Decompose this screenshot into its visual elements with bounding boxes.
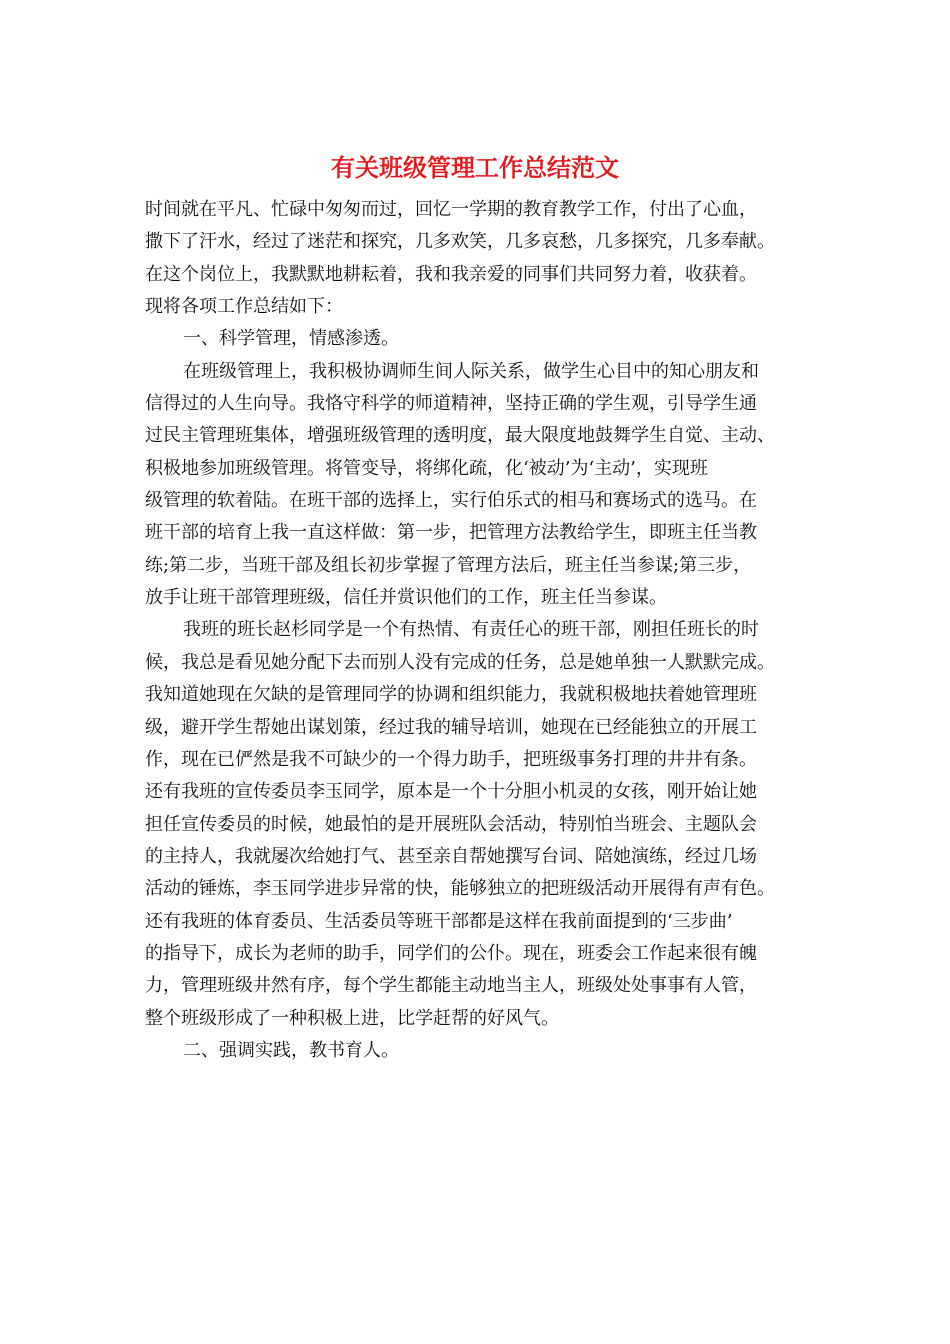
text-line: 候，我总是看见她分配下去而别人没有完成的任务，总是她单独一人默默完成。 xyxy=(145,651,775,673)
text-line: 班干部的培育上我一直这样做：第一步，把管理方法教给学生，即班主任当教 xyxy=(145,522,757,544)
section-heading: 一、科学管理，情感渗透。 xyxy=(183,328,399,350)
text-line: 还有我班的宣传委员李玉同学，原本是一个十分胆小机灵的女孩，刚开始让她 xyxy=(145,781,757,803)
text-line: 的指导下，成长为老师的助手，同学们的公仆。现在，班委会工作起来很有魄 xyxy=(145,942,757,964)
text-line: 我知道她现在欠缺的是管理同学的协调和组织能力，我就积极地扶着她管理班 xyxy=(145,684,757,706)
text-line: 练;第二步，当班干部及组长初步掌握了管理方法后，班主任当参谋;第三步， xyxy=(145,554,752,576)
text-line: 的主持人，我就屡次给她打气、甚至亲自帮她撰写台词、陪她演练，经过几场 xyxy=(145,845,757,867)
text-line: 级，避开学生帮她出谋划策，经过我的辅导培训，她现在已经能独立的开展工 xyxy=(145,716,757,738)
text-line: 作，现在已俨然是我不可缺少的一个得力助手，把班级事务打理的井井有条。 xyxy=(145,748,757,770)
text-line: 整个班级形成了一种积极上进，比学赶帮的好风气。 xyxy=(145,1007,559,1029)
document-body xyxy=(145,194,817,1067)
text-line: 撒下了汗水，经过了迷茫和探究，几多欢笑，几多哀愁，几多探究，几多奉献。 xyxy=(145,231,775,253)
text-line: 现将各项工作总结如下： xyxy=(145,296,343,318)
text-line: 担任宣传委员的时候，她最怕的是开展班队会活动，特别怕当班会、主题队会 xyxy=(145,813,757,835)
text-line: 过民主管理班集体，增强班级管理的透明度，最大限度地鼓舞学生自觉、主动、 xyxy=(145,425,775,447)
text-line: 还有我班的体育委员、生活委员等班干部都是这样在我前面提到的‘三步曲’ xyxy=(145,910,733,932)
section-heading: 二、强调实践，教书育人。 xyxy=(183,1039,399,1061)
text-line: 时间就在平凡、忙碌中匆匆而过，回忆一学期的教育教学工作，付出了心血， xyxy=(145,199,757,220)
document-title: 有关班级管理工作总结范文 xyxy=(331,153,619,182)
text-line: 在班级管理上，我积极协调师生间人际关系，做学生心目中的知心朋友和 xyxy=(183,360,759,382)
text-line: 我班的班长赵杉同学是一个有热情、有责任心的班干部，刚担任班长的时 xyxy=(183,619,759,641)
text-line: 力，管理班级井然有序，每个学生都能主动地当主人，班级处处事事有人管， xyxy=(145,975,757,997)
text-line: 信得过的人生向导。我恪守科学的师道精神，坚持正确的学生观，引导学生通 xyxy=(145,393,757,415)
text-line: 在这个岗位上，我默默地耕耘着，我和我亲爱的同事们共同努力着，收获着。 xyxy=(145,263,757,285)
text-line: 级管理的软着陆。在班干部的选择上，实行伯乐式的相马和赛场式的选马。在 xyxy=(145,490,757,512)
text-line: 放手让班干部管理班级，信任并赏识他们的工作，班主任当参谋。 xyxy=(145,587,667,609)
text-line: 活动的锤炼，李玉同学进步异常的快，能够独立的把班级活动开展得有声有色。 xyxy=(145,878,775,900)
text-line: 积极地参加班级管理。将管变导，将绑化疏，化‘被动’为‘主动’，实现班 xyxy=(145,457,708,479)
